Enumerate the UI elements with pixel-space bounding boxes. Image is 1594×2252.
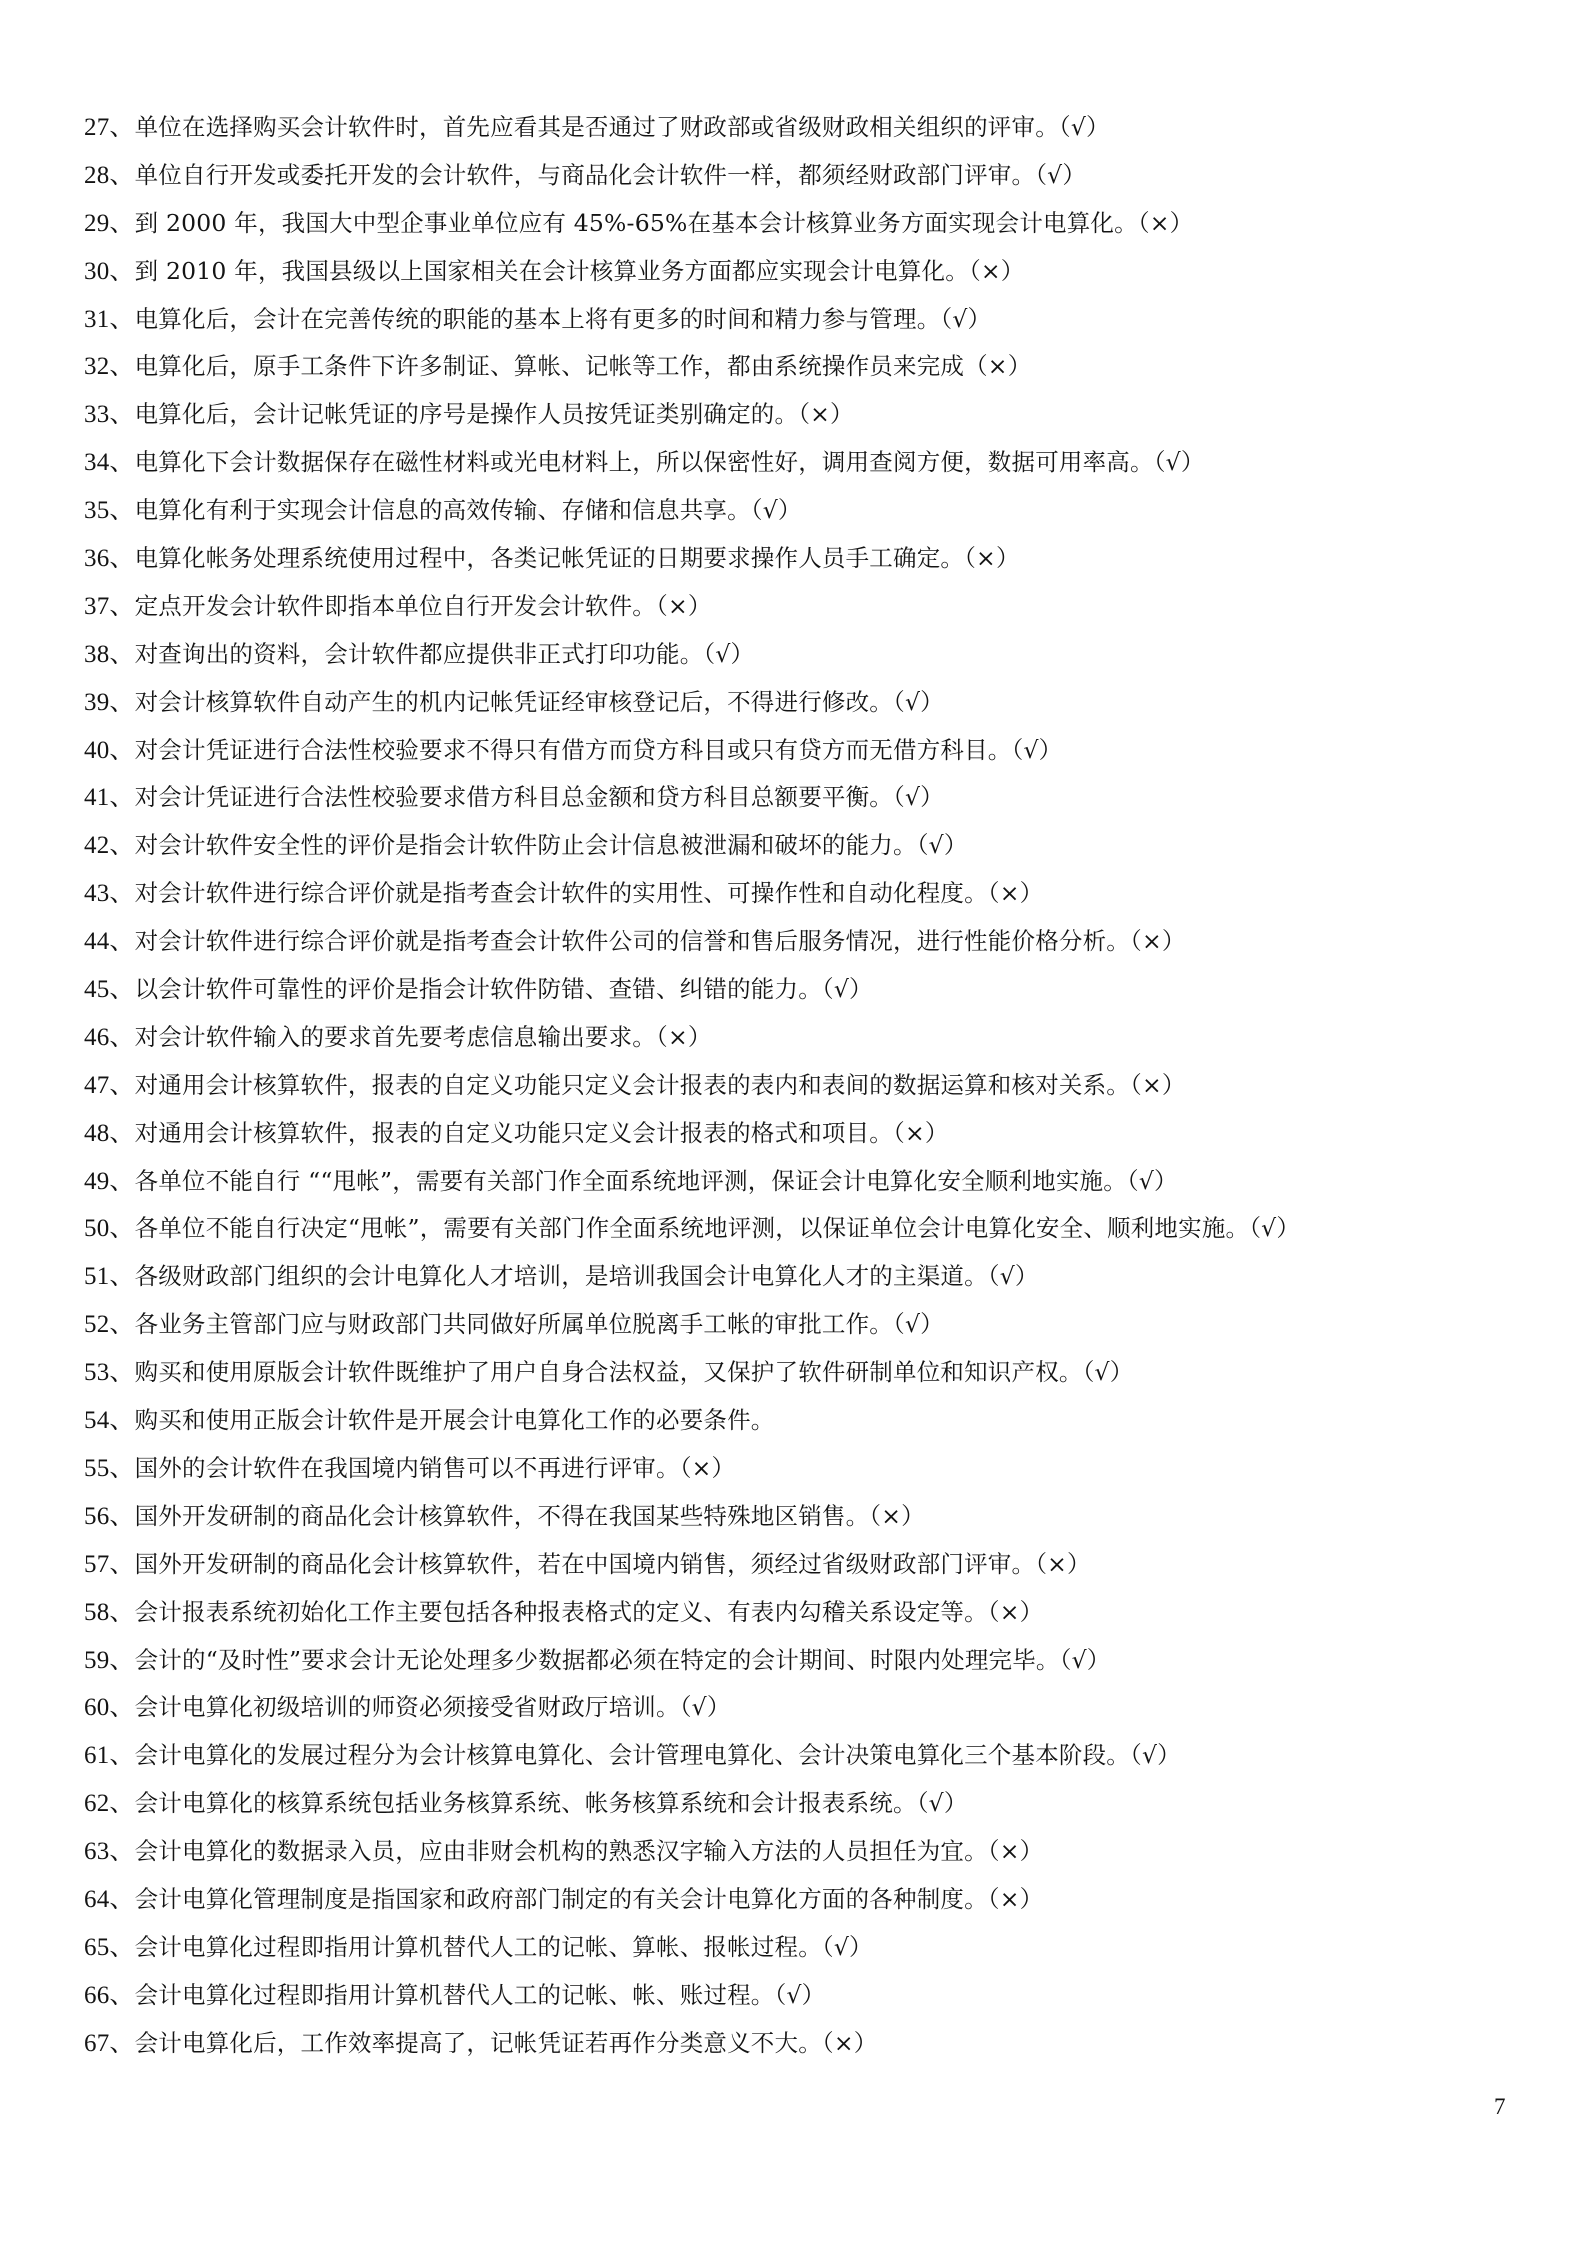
question-number: 37、 xyxy=(84,592,135,620)
question-text: 到 2010 年，我国县级以上国家相关在会计核算业务方面都应实现会计电算化。（×） xyxy=(134,256,1025,285)
question-item xyxy=(84,966,1554,1014)
question-number: 50、 xyxy=(84,1215,135,1243)
question-text: 对会计核算软件自动产生的机内记帐凭证经审核登记后，不得进行修改。（√） xyxy=(134,687,944,716)
question-item xyxy=(84,2020,1554,2068)
question-text: 会计电算化过程即指用计算机替代人工的记帐、算帐、报帐过程。（√） xyxy=(134,1932,873,1961)
question-number: 53、 xyxy=(84,1359,135,1387)
question-text: 各业务主管部门应与财政部门共同做好所属单位脱离手工帐的审批工作。（√） xyxy=(134,1310,944,1339)
question-item xyxy=(84,1349,1554,1397)
question-number: 57、 xyxy=(84,1550,135,1578)
question-text: 电算化后，原手工条件下许多制证、算帐、记帐等工作，都由系统操作员来完成（×） xyxy=(134,352,1032,381)
page-number: 7 xyxy=(1494,2094,1506,2119)
question-item xyxy=(84,1301,1554,1349)
question-item xyxy=(84,1732,1554,1780)
question-item xyxy=(84,1828,1554,1876)
question-text: 会计电算化管理制度是指国家和政府部门制定的有关会计电算化方面的各种制度。（×） xyxy=(134,1884,1044,1913)
question-item xyxy=(84,1684,1554,1732)
question-list xyxy=(84,104,1554,2068)
question-item xyxy=(84,487,1554,535)
question-item xyxy=(84,918,1554,966)
question-text: 国外开发研制的商品化会计核算软件，若在中国境内销售，须经过省级财政部门评审。（×） xyxy=(134,1549,1091,1578)
question-number: 30、 xyxy=(84,257,135,285)
question-text: 电算化后，会计在完善传统的职能的基本上将有更多的时间和精力参与管理。（√） xyxy=(134,304,992,333)
question-item xyxy=(84,1972,1554,2020)
question-text: 会计电算化的核算系统包括业务核算系统、帐务核算系统和会计报表系统。（√） xyxy=(134,1789,968,1818)
question-item xyxy=(84,1397,1554,1445)
question-number: 48、 xyxy=(84,1119,135,1147)
question-item xyxy=(84,1780,1554,1828)
question-number: 41、 xyxy=(84,784,135,812)
question-text: 各单位不能自行 ““甩帐”，需要有关部门作全面系统地评测，保证会计电算化安全顺利地实施。（√） xyxy=(134,1166,1178,1195)
question-number: 40、 xyxy=(84,736,135,764)
question-text: 电算化有利于实现会计信息的高效传输、存储和信息共享。（√） xyxy=(134,496,802,525)
question-number: 60、 xyxy=(84,1694,135,1722)
question-text: 电算化帐务处理系统使用过程中，各类记帐凭证的日期要求操作人员手工确定。（×） xyxy=(134,544,1020,573)
question-text: 对通用会计核算软件，报表的自定义功能只定义会计报表的格式和项目。（×） xyxy=(134,1118,949,1147)
question-number: 65、 xyxy=(84,1933,135,1961)
question-number: 33、 xyxy=(84,401,135,429)
question-text: 对通用会计核算软件，报表的自定义功能只定义会计报表的表内和表间的数据运算和核对关系。（×） xyxy=(134,1070,1186,1099)
question-number: 27、 xyxy=(84,114,135,141)
question-number: 62、 xyxy=(84,1790,135,1818)
question-item xyxy=(84,774,1554,822)
question-number: 61、 xyxy=(84,1742,135,1770)
question-number: 66、 xyxy=(84,1981,135,2009)
question-text: 会计报表系统初始化工作主要包括各种报表格式的定义、有表内勾稽关系设定等。（×） xyxy=(134,1597,1044,1626)
question-number: 28、 xyxy=(84,161,135,189)
question-text: 购买和使用原版会计软件既维护了用户自身合法权益，又保护了软件研制单位和知识产权。（√） xyxy=(134,1358,1134,1387)
question-number: 51、 xyxy=(84,1263,135,1291)
question-number: 49、 xyxy=(84,1167,135,1195)
question-item xyxy=(84,152,1554,200)
question-text: 定点开发会计软件即指本单位自行开发会计软件。（×） xyxy=(134,591,712,620)
question-item xyxy=(84,343,1554,391)
question-number: 44、 xyxy=(84,928,135,956)
question-number: 54、 xyxy=(84,1407,135,1435)
question-text: 会计电算化的发展过程分为会计核算电算化、会计管理电算化、会计决策电算化三个基本阶段。（√） xyxy=(134,1741,1181,1770)
question-number: 55、 xyxy=(84,1454,135,1482)
question-text: 对会计凭证进行合法性校验要求借方科目总金额和贷方科目总额要平衡。（√） xyxy=(134,783,944,812)
question-text: 对会计软件进行综合评价就是指考查会计软件的实用性、可操作性和自动化程度。（×） xyxy=(134,879,1044,908)
question-number: 34、 xyxy=(84,449,135,477)
question-number: 52、 xyxy=(84,1311,135,1339)
question-number: 29、 xyxy=(84,209,135,237)
question-number: 58、 xyxy=(84,1598,135,1626)
question-text: 会计电算化后，工作效率提高了，记帐凭证若再作分类意义不大。（×） xyxy=(134,2028,878,2057)
question-item xyxy=(84,104,1554,152)
question-item xyxy=(84,1062,1554,1110)
question-item xyxy=(84,296,1554,344)
question-text: 对会计软件输入的要求首先要考虑信息输出要求。（×） xyxy=(134,1022,712,1051)
question-text: 电算化后，会计记帐凭证的序号是操作人员按凭证类别确定的。（×） xyxy=(134,400,854,429)
question-number: 35、 xyxy=(84,497,135,525)
question-text: 单位自行开发或委托开发的会计软件，与商品化会计软件一样，都须经财政部门评审。（√） xyxy=(134,160,1087,189)
question-number: 59、 xyxy=(84,1646,135,1674)
question-text: 到 2000 年，我国大中型企事业单位应有 45%-65%在基本会计核算业务方面实现会计电算化。（×） xyxy=(134,208,1194,237)
question-number: 39、 xyxy=(84,688,135,716)
question-text: 会计电算化初级培训的师资必须接受省财政厅培训。（√） xyxy=(134,1693,731,1722)
question-number: 46、 xyxy=(84,1023,135,1051)
question-item xyxy=(84,1924,1554,1972)
question-text: 对查询出的资料，会计软件都应提供非正式打印功能。（√） xyxy=(134,639,755,668)
question-item xyxy=(84,248,1554,296)
question-number: 42、 xyxy=(84,832,135,860)
question-item xyxy=(84,1158,1554,1206)
question-text: 国外的会计软件在我国境内销售可以不再进行评审。（×） xyxy=(134,1453,736,1482)
question-text: 对会计凭证进行合法性校验要求不得只有借方而贷方科目或只有贷方而无借方科目。（√） xyxy=(134,735,1063,764)
question-text: 购买和使用正版会计软件是开展会计电算化工作的必要条件。 xyxy=(134,1406,775,1435)
question-item xyxy=(84,1876,1554,1924)
question-item xyxy=(84,200,1554,248)
question-item xyxy=(84,727,1554,775)
question-number: 47、 xyxy=(84,1071,135,1099)
question-item xyxy=(84,1445,1554,1493)
question-item xyxy=(84,1205,1554,1253)
question-text: 对会计软件进行综合评价就是指考查会计软件公司的信誉和售后服务情况，进行性能价格分析。（×） xyxy=(134,927,1186,956)
question-text: 国外开发研制的商品化会计核算软件，不得在我国某些特殊地区销售。（×） xyxy=(134,1501,925,1530)
question-number: 31、 xyxy=(84,305,135,333)
question-item xyxy=(84,870,1554,918)
question-text: 各级财政部门组织的会计电算化人才培训，是培训我国会计电算化人才的主渠道。（√） xyxy=(134,1262,1039,1291)
question-number: 67、 xyxy=(84,2029,135,2057)
question-text: 电算化下会计数据保存在磁性材料或光电材料上，所以保密性好，调用查阅方便，数据可用率高。（√） xyxy=(134,448,1205,477)
question-number: 38、 xyxy=(84,640,135,668)
question-text: 对会计软件安全性的评价是指会计软件防止会计信息被泄漏和破坏的能力。（√） xyxy=(134,831,968,860)
question-item xyxy=(84,1110,1554,1158)
question-item xyxy=(84,1493,1554,1541)
question-text: 会计的“及时性”要求会计无论处理多少数据都必须在特定的会计期间、时限内处理完毕。（√） xyxy=(134,1645,1111,1674)
question-item xyxy=(84,439,1554,487)
question-item xyxy=(84,1014,1554,1062)
question-number: 63、 xyxy=(84,1838,135,1866)
question-text: 会计电算化过程即指用计算机替代人工的记帐、帐、账过程。（√） xyxy=(134,1980,826,2009)
question-item xyxy=(84,583,1554,631)
question-item xyxy=(84,1637,1554,1685)
question-item xyxy=(84,1253,1554,1301)
question-item xyxy=(84,631,1554,679)
question-text: 会计电算化的数据录入员，应由非财会机构的熟悉汉字输入方法的人员担任为宜。（×） xyxy=(134,1837,1044,1866)
question-number: 32、 xyxy=(84,353,135,381)
question-number: 36、 xyxy=(84,545,135,573)
question-number: 56、 xyxy=(84,1502,135,1530)
question-item xyxy=(84,1589,1554,1637)
question-number: 43、 xyxy=(84,880,135,908)
question-item xyxy=(84,679,1554,727)
question-number: 64、 xyxy=(84,1885,135,1913)
question-item xyxy=(84,822,1554,870)
question-item xyxy=(84,391,1554,439)
question-text: 各单位不能自行决定“甩帐”，需要有关部门作全面系统地评测，以保证单位会计电算化安全、顺利地实施。（√） xyxy=(134,1214,1301,1243)
question-item xyxy=(84,1541,1554,1589)
question-number: 45、 xyxy=(84,976,135,1004)
question-text: 单位在选择购买会计软件时，首先应看其是否通过了财政部或省级财政相关组织的评审。（√） xyxy=(134,113,1110,141)
question-item xyxy=(84,535,1554,583)
question-text: 以会计软件可靠性的评价是指会计软件防错、查错、纠错的能力。（√） xyxy=(134,975,873,1004)
